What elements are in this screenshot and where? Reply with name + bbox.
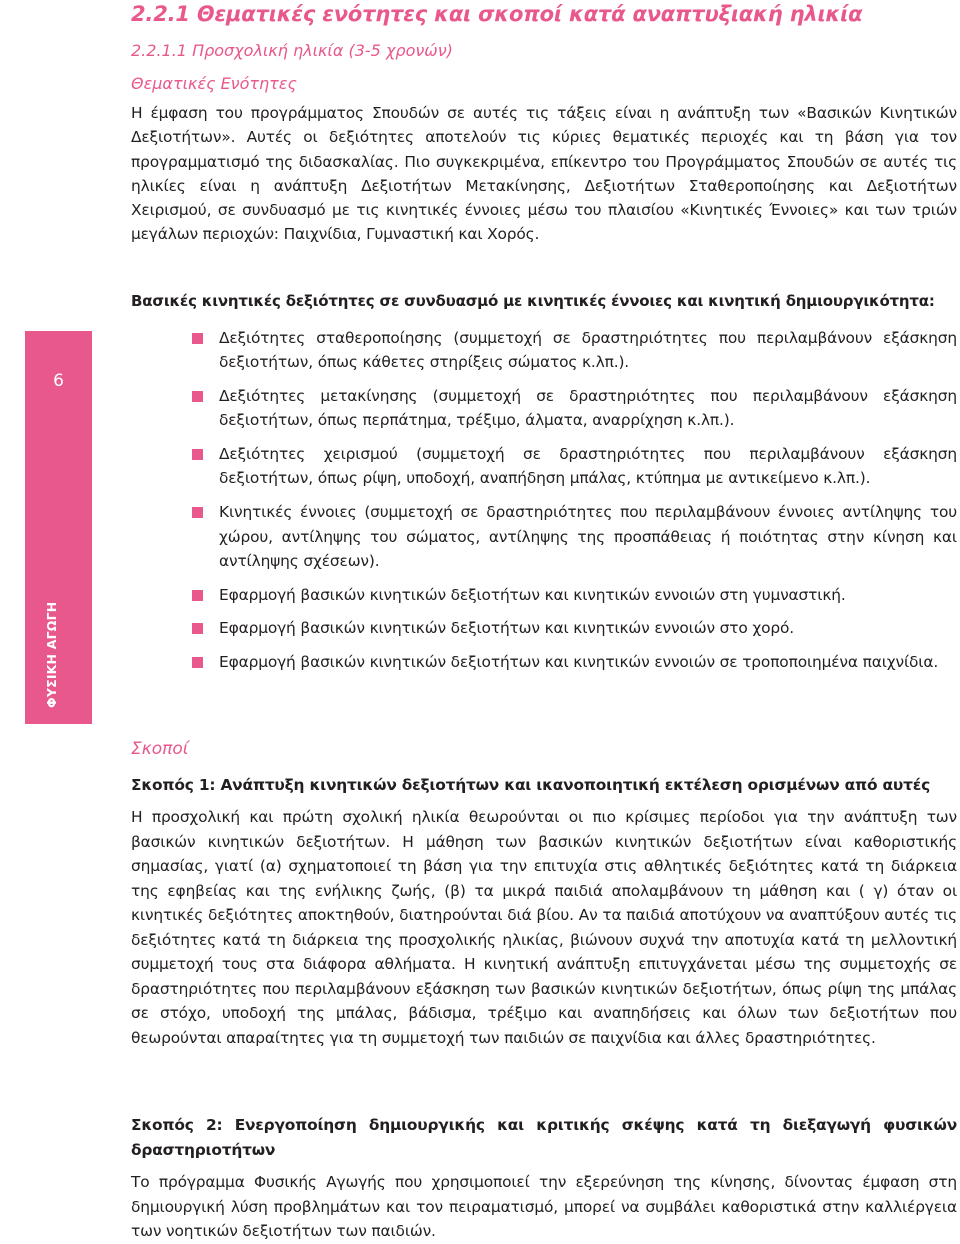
- list-item: [207, 442, 957, 491]
- section-title: 2.2.1 Θεματικές ενότητες και σκοποί κατά αναπτυξιακή ηλικία: [131, 2, 863, 26]
- square-bullet-icon: [192, 449, 203, 460]
- list-item-text: Εφαρμογή βασικών κινητικών δεξιοτήτων και κινητικών εννοιών στο χορό.: [219, 619, 795, 638]
- aim1-body: Η προσχολική και πρώτη σχολική ηλικία θεωρούνται οι πιο κρίσιμες περίοδοι για την ανάπτυξη των βασικών κινητικών δεξιοτήτων. Η μάθηση των βασικών κινητικών δεξιοτήτων είναι καθοριστικής σημασίας, γιατί (α) σχηματοποιεί τη βάση για την επιτυχία στις αθλητικές δεξιότητες κατά τη διάρκεια της εφηβείας και της ενήλικης ζωής, (β) τα μικρά παιδιά απολαμβάνουν τη μάθηση και ( γ) όταν οι κινητικές δεξιότητες αποκτηθούν, διατηρούνται διά βίου. Αν τα παιδιά αποτύχουν να αναπτύξουν αυτές τις δεξιότητες κατά τη διάρκεια της προσχολικής ηλικίας, βιώνουν συχνά την αποτυχία κατά τη μελλοντική συμμετοχή τους στα διάφορα αθλήματα. Η κινητική ανάπτυξη επιτυγχάνεται μέσω της συμμετοχής σε δραστηριότητες που περιλαμβάνουν εξάσκηση των βασικών κινητικών δεξιοτήτων, όπως ρίψη της μπάλας σε στόχο, υποδοχή της μπάλας, βάδισμα, τρέξιμο και αναπηδήσεις και όλων των δεξιοτήτων που θεωρούνται απαραίτητες για τη συμμετοχή των παιδιών σε παιχνίδια και άλλες δραστηριότητες.: [131, 808, 957, 1047]
- skills-list: [207, 326, 957, 684]
- list-item-text: Εφαρμογή βασικών κινητικών δεξιοτήτων και κινητικών εννοιών σε τροποποιημένα παιχνίδια.: [219, 653, 939, 672]
- aims-heading: Σκοποί: [131, 739, 189, 759]
- aim2-body: Το πρόγραμμα Φυσικής Αγωγής που χρησιμοποιεί την εξερεύνηση της κίνησης, δίνοντας έμφαση στη δημιουργική λύση προβλημάτων και τον πειραματισμό, μπορεί να συμβάλει καθοριστικά στην καλλιέργεια των νοητικών δεξιοτήτων των παιδιών.: [131, 1173, 957, 1240]
- page-number: 6: [53, 371, 64, 391]
- square-bullet-icon: [192, 657, 203, 668]
- aim1-title: Σκοπός 1: Ανάπτυξη κινητικών δεξιοτήτων και ικανοποιητική εκτέλεση ορισμένων από αυτές: [131, 776, 931, 794]
- square-bullet-icon: [192, 333, 203, 344]
- intro-paragraph: Η έμφαση του προγράμματος Σπουδών σε αυτές τις τάξεις είναι η ανάπτυξη των «Βασικών Κινητικών Δεξιοτήτων». Αυτές οι δεξιότητες αποτελούν τις κύριες θεματικές περιοχές και τη βάση για τον προγραμματισμό της διδασκαλίας. Πιο συγκεκριμένα, επίκεντρο του Προγράμματος Σπουδών σε αυτές τις ηλικίες είναι η ανάπτυξη Δεξιοτήτων Μετακίνησης, Δεξιοτήτων Σταθεροποίησης και Δεξιοτήτων Χειρισμού, σε συνδυασμό με τις κινητικές έννοιες μέσω του πλαισίου «Κινητικές Έννοιες» και των τριών μεγάλων περιοχών: Παιχνίδια, Γυμναστική και Χορός.: [131, 104, 957, 244]
- list-item-text: Κινητικές έννοιες (συμμετοχή σε δραστηριότητες που περιλαμβάνουν έννοιες αντίληψης του χώρου, αντίληψης του σώματος, αντίληψης της προσπάθειας ή ποιότητας στην κίνηση και αντίληψης σχέσεων).: [219, 503, 957, 570]
- list-item-text: Δεξιότητες σταθεροποίησης (συμμετοχή σε δραστηριότητες που περιλαμβάνουν εξάσκηση δεξιοτήτων, όπως κάθετες στηρίξεις σώματος κ.λπ.).: [219, 329, 957, 372]
- list-item: [207, 650, 957, 674]
- subject-label: ΦΥΣΙΚΗ ΑΓΩΓΗ: [44, 601, 59, 708]
- square-bullet-icon: [192, 590, 203, 601]
- aim2-title: Σκοπός 2: Ενεργοποίηση δημιουργικής και κριτικής σκέψης κατά τη διεξαγωγή φυσικών δραστηριοτήτων: [131, 1116, 957, 1159]
- skills-heading: Βασικές κινητικές δεξιότητες σε συνδυασμό με κινητικές έννοιες και κινητική δημιουργικότητα:: [131, 292, 935, 310]
- list-item: [207, 500, 957, 573]
- subsection-title: 2.2.1.1 Προσχολική ηλικία (3-5 χρονών): [131, 41, 453, 60]
- list-item-text: Δεξιότητες μετακίνησης (συμμετοχή σε δραστηριότητες που περιλαμβάνουν εξάσκηση δεξιοτήτων, όπως περπάτημα, τρέξιμο, άλματα, αναρρίχηση κ.λπ.).: [219, 387, 957, 430]
- list-item: [207, 583, 957, 607]
- list-item-text: Εφαρμογή βασικών κινητικών δεξιοτήτων και κινητικών εννοιών στη γυμναστική.: [219, 585, 846, 604]
- list-item: [207, 616, 957, 640]
- list-item: [207, 384, 957, 433]
- square-bullet-icon: [192, 507, 203, 518]
- list-item-text: Δεξιότητες χειρισμού (συμμετοχή σε δραστηριότητες που περιλαμβάνουν εξάσκηση δεξιοτήτων, όπως ρίψη, υποδοχή, αναπήδηση μπάλας, κτύπημα με αντικείμενο κ.λπ.).: [219, 445, 957, 488]
- square-bullet-icon: [192, 391, 203, 402]
- thematic-heading: Θεματικές Ενότητες: [131, 74, 297, 93]
- list-item: [207, 326, 957, 375]
- square-bullet-icon: [192, 623, 203, 634]
